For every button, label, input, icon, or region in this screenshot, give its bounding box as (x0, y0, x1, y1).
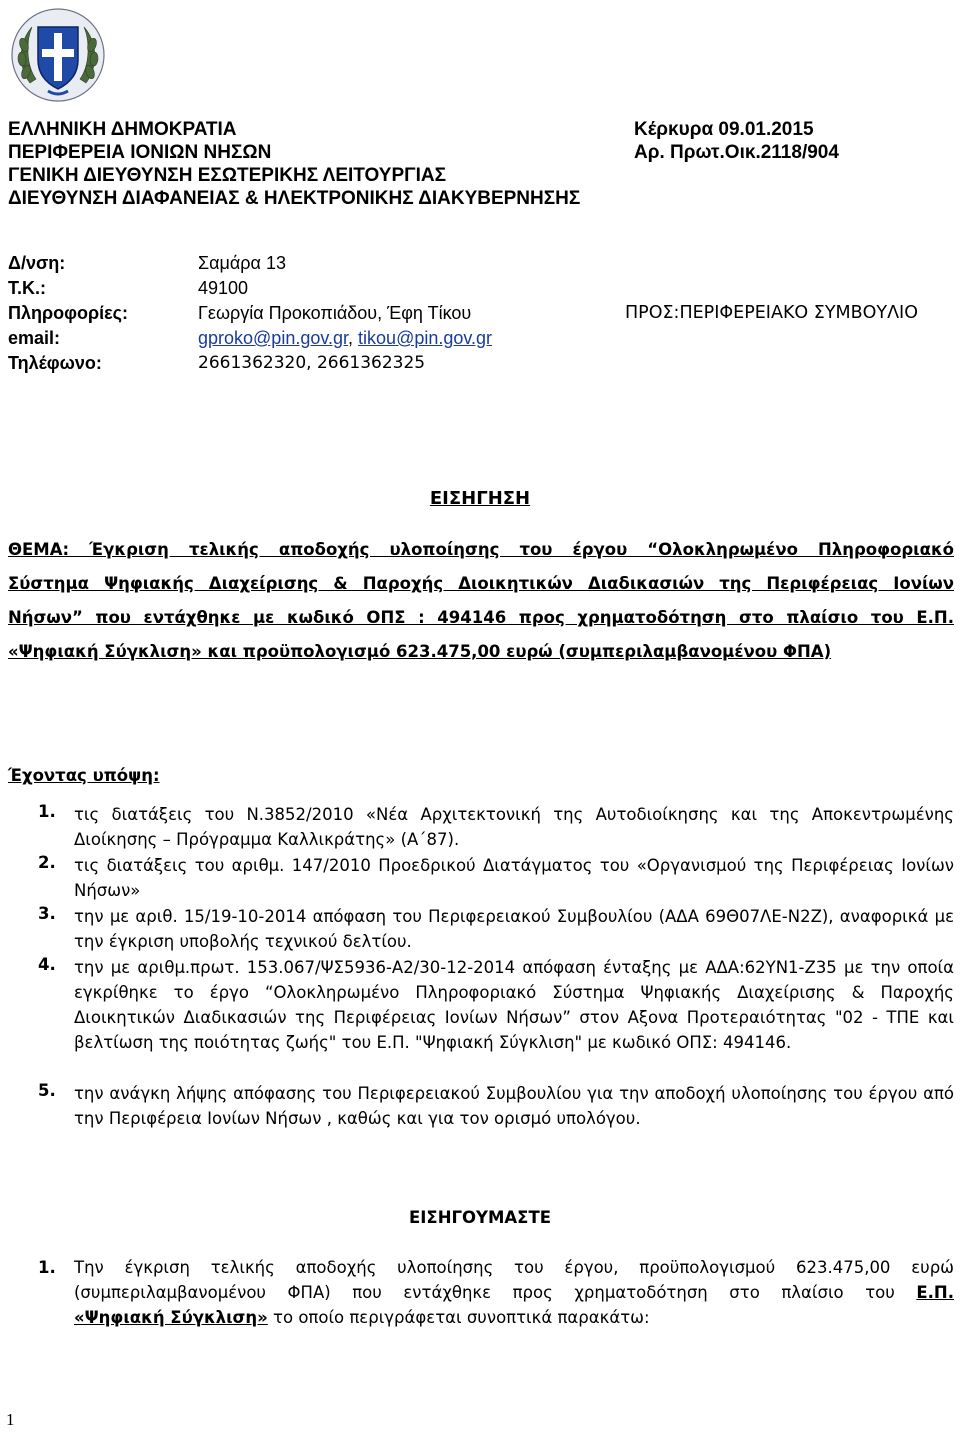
consider-item-3-number: 3. (38, 904, 56, 923)
document-title: ΕΙΣΗΓΗΣΗ (429, 488, 531, 509)
subject-line-1: ΘΕΜΑ: Έγκριση τελικής αποδοχής υλοποίησης του έργου “Ολοκληρωμένο Πληροφοριακό (8, 540, 954, 559)
proposal-program-name: «Ψηφιακή Σύγκλιση» (74, 1308, 268, 1327)
consider-item-1-number: 1. (38, 802, 56, 821)
consider-item-5-number: 5. (38, 1081, 56, 1100)
postcode-label: Τ.Κ.: (8, 278, 47, 298)
email-value (198, 325, 492, 351)
address-label: Δ/νση: (8, 253, 66, 273)
consider-item-2-text: τις διατάξεις του αριθμ. 147/2010 Προεδρικού Διατάγματος του «Οργανισμού της Περιφέρειας Ιονίων Νήσων» (74, 856, 954, 900)
place-date: Κέρκυρα 09.01.2015 (634, 119, 814, 140)
consider-item-1-text: τις διατάξεις του Ν.3852/2010 «Νέα Αρχιτεκτονική της Αυτοδιοίκησης και της Αποκεντρωμένης Διοίκησης – Πρόγραμμα Καλλικράτης» (Α΄87). (74, 805, 954, 849)
email-label: email: (8, 328, 61, 348)
consider-item-4-number: 4. (38, 955, 56, 974)
email-link-2[interactable]: tikou@pin.gov.gr (358, 328, 493, 348)
consider-item-4-text: την με αριθμ.πρωτ. 153.067/ΨΣ5936-Α2/30-12-2014 απόφαση ένταξης με ΑΔΑ:62ΥΝ1-Ζ35 με την οποία εγκρίθηκε το έργο “Ολοκληρωμένο Πληροφοριακό Σύστημα Ψηφιακής Διαχείρισης & Παροχής Διοικητικών Διαδικασιών της Περιφέρειας Ιονίων Νήσων” στον Αξονα Προτεραιότητας "02 - ΤΠΕ και βελτίωση της ποιότητας ζωής" του Ε.Π. "Ψηφιακή Σύγκλιση" με κωδικό ΟΠΣ: 494146. (74, 958, 954, 1052)
proposal-line-3-text: το οποίο περιγράφεται συνοπτικά παρακάτω: (267, 1308, 650, 1327)
proposal-program-ref: Ε.Π. (916, 1283, 954, 1302)
proposal-line-1: Την έγκριση τελικής αποδοχής υλοποίησης του έργου, προϋπολογισμού 623.475,00 ευρώ (74, 1258, 954, 1277)
proposal-item-number: 1. (38, 1258, 56, 1277)
info-label: Πληροφορίες: (8, 303, 129, 323)
org-line-3: ΓΕΝΙΚΗ ΔΙΕΥΘΥΝΣΗ ΕΣΩΤΕΡΙΚΗΣ ΛΕΙΤΟΥΡΓΙΑΣ (8, 165, 446, 186)
considering-heading: Έχοντας υπόψη: (8, 766, 160, 785)
postcode-value: 49100 (198, 278, 249, 298)
phone-label: Τηλέφωνο: (8, 353, 102, 373)
protocol-number: Αρ. Πρωτ.Οικ.2118/904 (634, 142, 839, 163)
org-line-4: ΔΙΕΥΘΥΝΣΗ ΔΙΑΦΑΝΕΙΑΣ & ΗΛΕΚΤΡΟΝΙΚΗΣ ΔΙΑΚΥΒΕΡΝΗΣΗΣ (8, 188, 581, 209)
subject-line-3: Νήσων” που εντάχθηκε με κωδικό ΟΠΣ : 494146 προς χρηματοδότηση στο πλαίσιο του Ε.Π. (8, 608, 954, 627)
org-line-1: ΕΛΛΗΝΙΚΗ ΔΗΜΟΚΡΑΤΙΑ (8, 119, 237, 140)
consider-item-2-number: 2. (38, 853, 56, 872)
phone-value: 2661362320, 2661362325 (198, 353, 426, 373)
proposal-line-3 (74, 1308, 650, 1327)
page-number: 1 (6, 1410, 15, 1429)
subject-line-2: Σύστημα Ψηφιακής Διαχείρισης & Παροχής Διοικητικών Διαδικασιών της Περιφέρειας Ιονίων (8, 574, 954, 593)
coat-of-arms-icon (8, 5, 108, 105)
subject-line-4: «Ψηφιακή Σύγκλιση» και προϋπολογισμό 623.475,00 ευρώ (συμπεριλαμβανομένου ΦΠΑ) (8, 642, 832, 661)
email-link-1[interactable]: gproko@pin.gov.gr (198, 328, 349, 348)
consider-item-3-text: την με αριθ. 15/19-10-2014 απόφαση του Περιφερειακού Συμβουλίου (ΑΔΑ 69Θ07ΛΕ-Ν2Ζ), αναφορικά με την έγκριση υποβολής τεχνικού δελτίου. (74, 907, 954, 951)
proposal-line-2 (74, 1283, 954, 1302)
proposal-line-2-text: (συμπεριλαμβανομένου ΦΠΑ) που εντάχθηκε προς χρηματοδότηση στο πλαίσιο του (74, 1283, 917, 1302)
address-value: Σαμάρα 13 (198, 253, 286, 273)
recipient: ΠΡΟΣ:ΠΕΡΙΦΕΡΕΙΑΚΟ ΣΥΜΒΟΥΛΙΟ (625, 303, 918, 323)
email-separator: , (348, 328, 359, 348)
proposal-heading: ΕΙΣΗΓΟΥΜΑΣΤΕ (409, 1208, 551, 1227)
org-line-2: ΠΕΡΙΦΕΡΕΙΑ ΙΟΝΙΩΝ ΝΗΣΩΝ (8, 142, 272, 163)
info-value: Γεωργία Προκοπιάδου, Έφη Τίκου (198, 303, 472, 323)
consider-item-5-text: την ανάγκη λήψης απόφασης του Περιφερειακού Συμβουλίου για την αποδοχή υλοποίησης του έργου από την Περιφέρεια Ιονίων Νήσων , καθώς και για τον ορισμό υπολόγου. (74, 1084, 954, 1128)
